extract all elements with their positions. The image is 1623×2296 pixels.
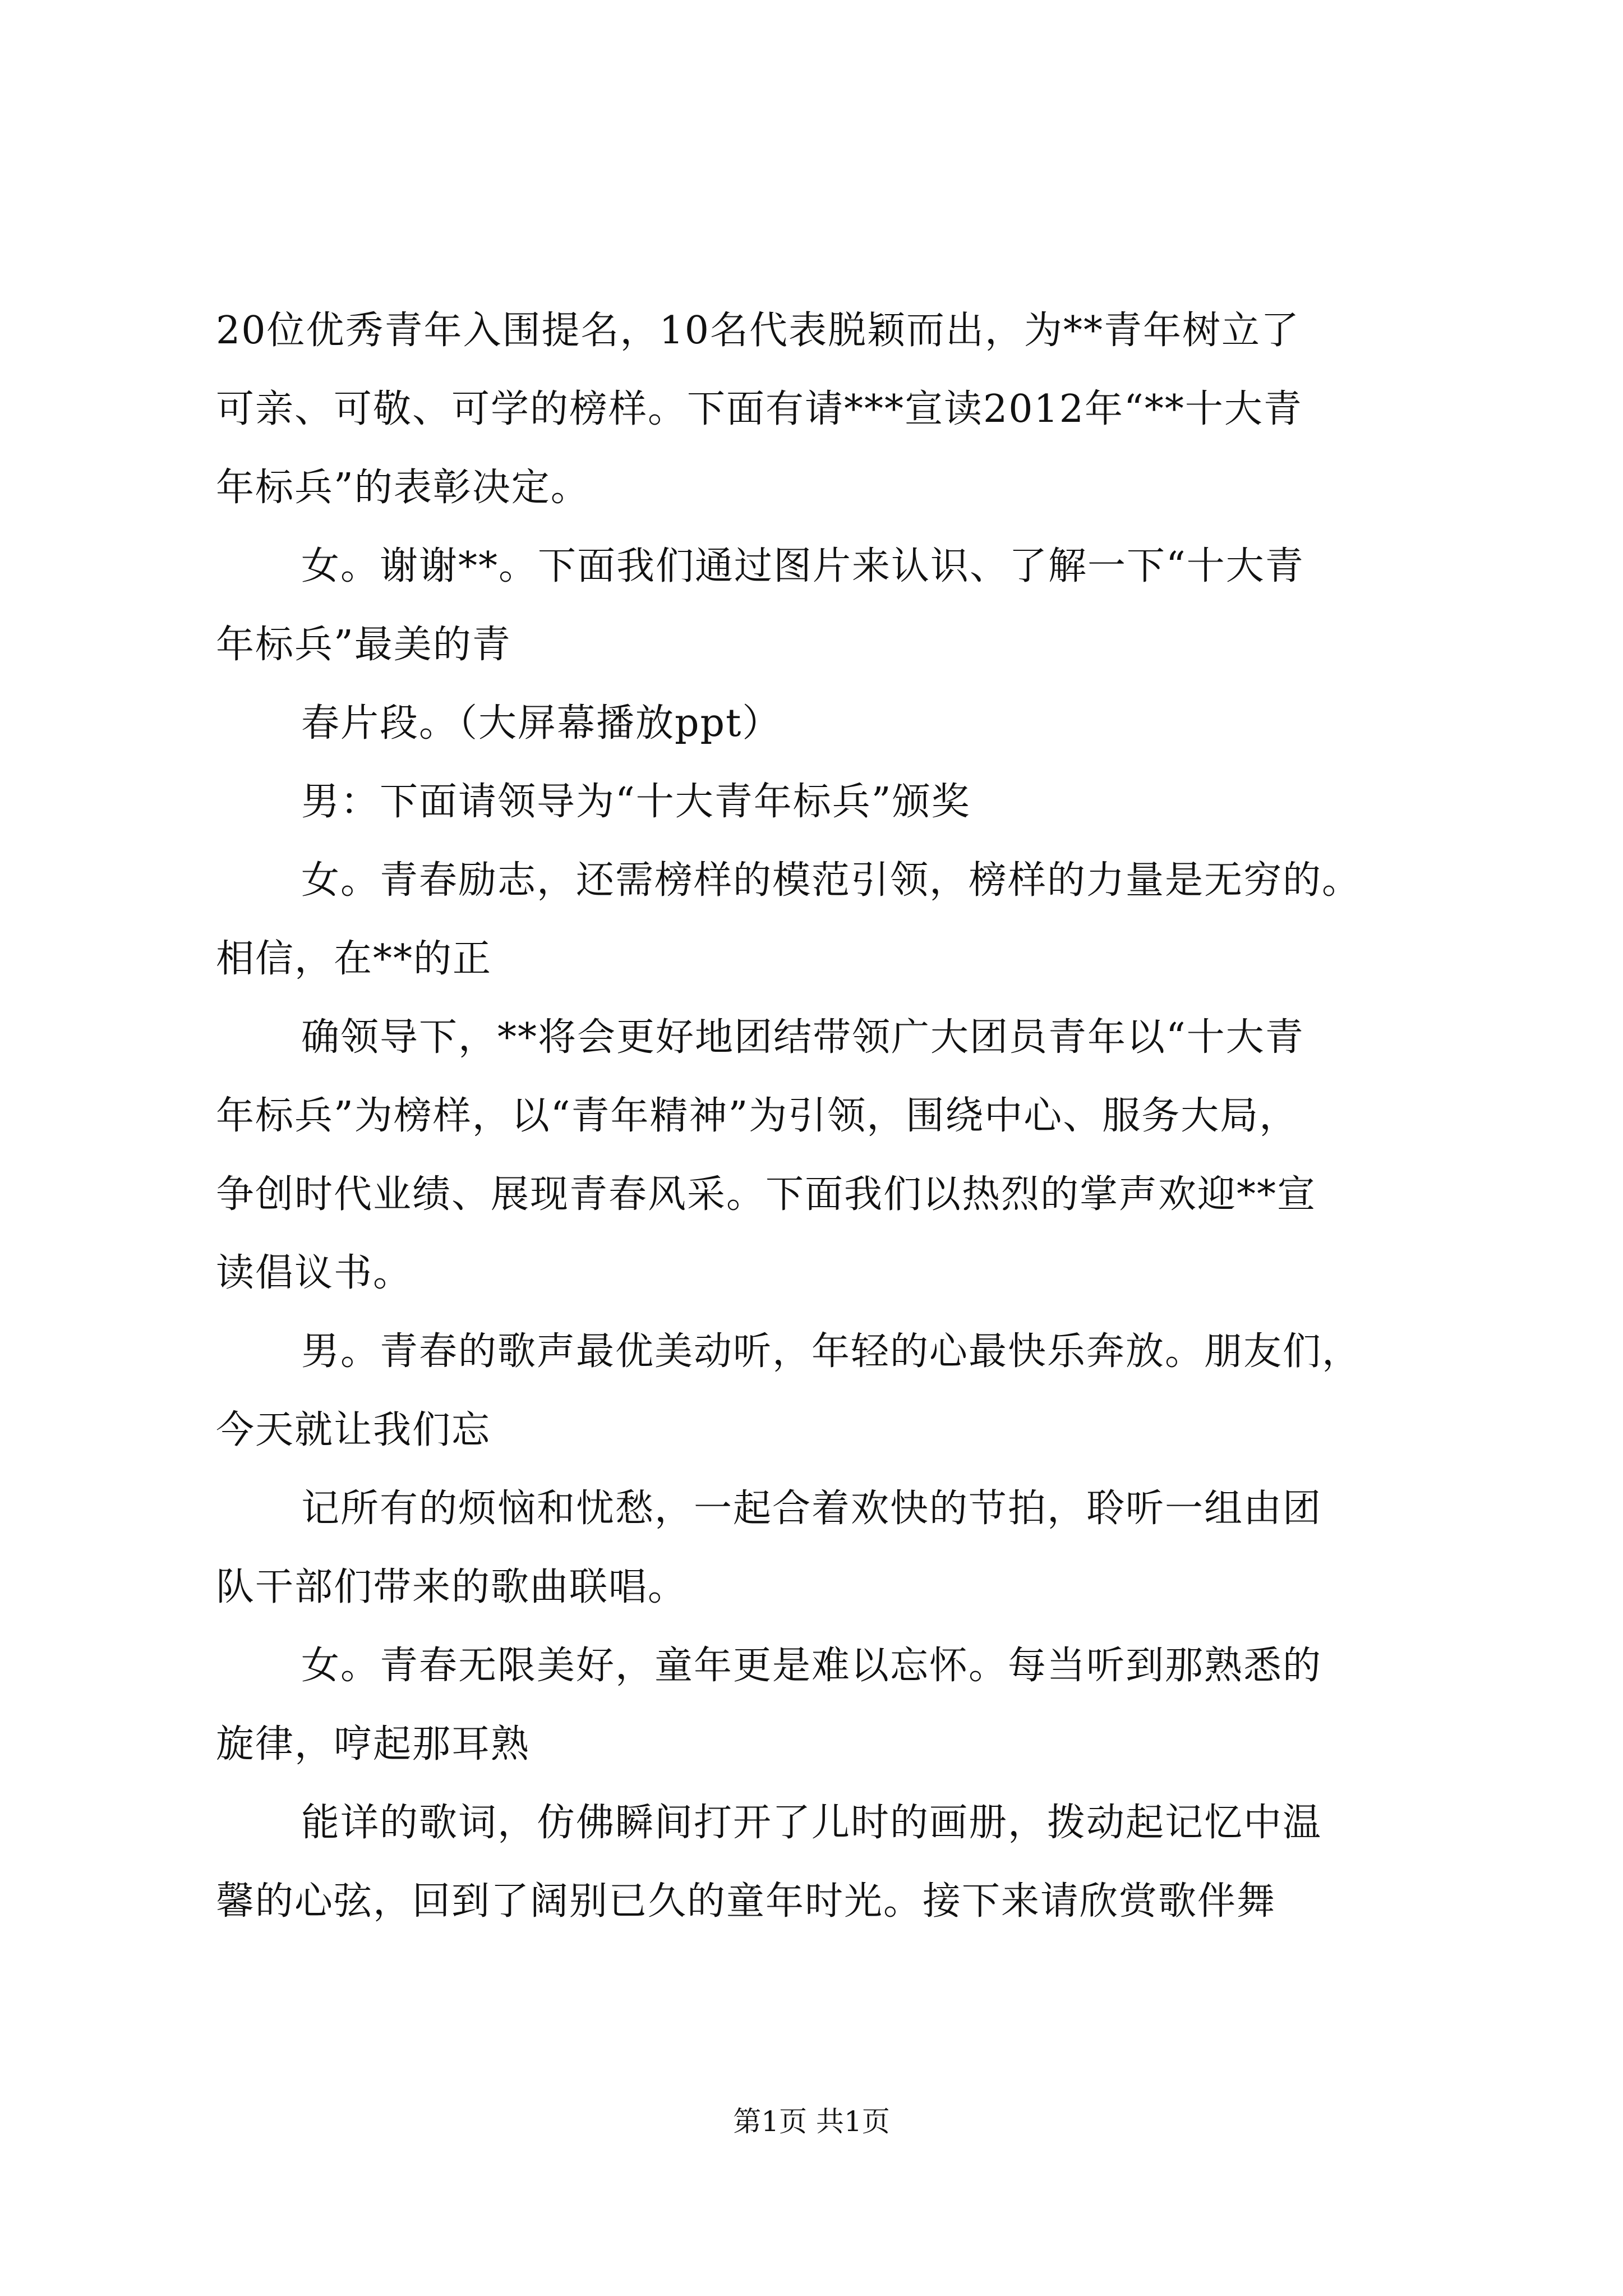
text-line: 年标兵”最美的青 xyxy=(216,623,511,667)
text-line: 女。青春无限美好，童年更是难以忘怀。每当听到那熟悉的 xyxy=(301,1644,1322,1688)
text-line: 女。青春励志，还需榜样的模范引领，榜样的力量是无穷的。 xyxy=(301,858,1362,903)
page-footer: 第1页 共1页 xyxy=(733,2105,890,2138)
text-line: 能详的歌词，仿佛瞬间打开了儿时的画册，拨动起记忆中温 xyxy=(301,1801,1322,1845)
text-line: 男：下面请领导为“十大青年标兵”颁奖 xyxy=(301,780,971,824)
text-line: 年标兵”为榜样，以“青年精神”为引领，围绕中心、服务大局， xyxy=(216,1094,1299,1138)
text-line: 今天就让我们忘 xyxy=(216,1408,491,1452)
text-line: 旋律，哼起那耳熟 xyxy=(216,1722,531,1766)
text-line: 可亲、可敬、可学的榜样。下面有请***宣读2012年“**十大青 xyxy=(216,387,1303,431)
text-line: 春片段。（大屏幕播放ppt） xyxy=(301,701,782,746)
text-line: 争创时代业绩、展现青春风采。下面我们以热烈的掌声欢迎**宣 xyxy=(216,1172,1317,1217)
text-line: 馨的心弦，回到了阔别已久的童年时光。接下来请欣赏歌伴舞 xyxy=(216,1879,1276,1924)
text-line: 女。谢谢**。下面我们通过图片来认识、了解一下“十大青 xyxy=(301,544,1304,588)
text-line: 20位优秀青年入围提名，10名代表脱颖而出，为**青年树立了 xyxy=(216,309,1301,353)
text-line: 记所有的烦恼和忧愁，一起合着欢快的节拍，聆听一组由团 xyxy=(301,1487,1322,1531)
text-line: 确领导下，**将会更好地团结带领广大团员青年以“十大青 xyxy=(301,1015,1304,1060)
text-line: 读倡议书。 xyxy=(216,1251,413,1295)
text-line: 男。青春的歌声最优美动听，年轻的心最快乐奔放。朋友们， xyxy=(301,1329,1362,1374)
text-line: 队干部们带来的歌曲联唱。 xyxy=(216,1565,688,1609)
text-line: 相信，在**的正 xyxy=(216,937,492,981)
text-line: 年标兵”的表彰决定。 xyxy=(216,466,590,510)
